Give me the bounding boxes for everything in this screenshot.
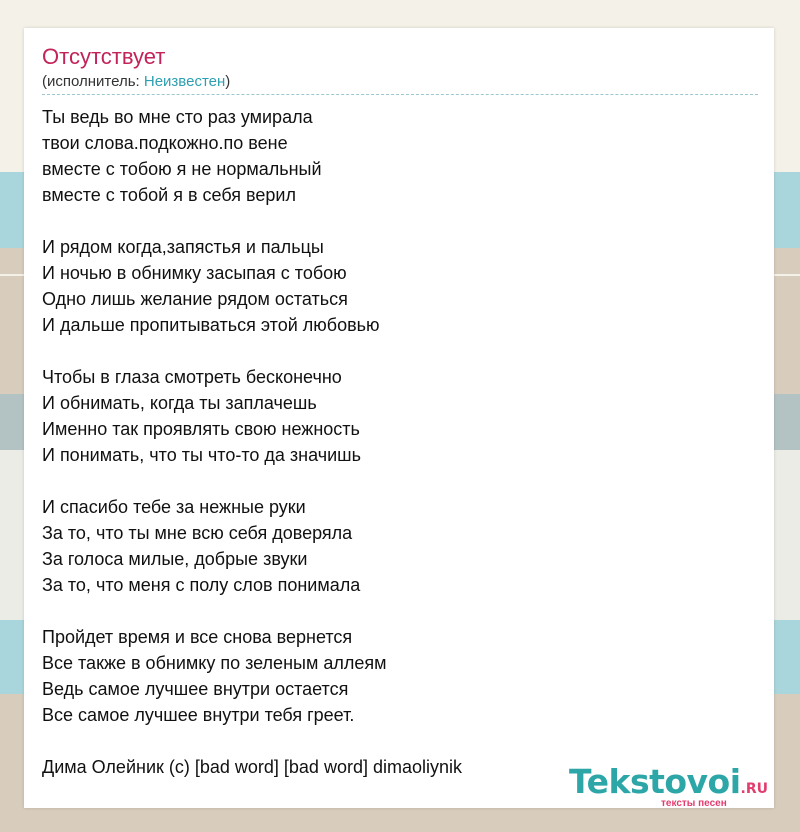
lyric-line: Ты ведь во мне сто раз умирала	[42, 107, 313, 127]
lyric-line: За голоса милые, добрые звуки	[42, 549, 308, 569]
lyric-line: И рядом когда,запястья и пальцы	[42, 237, 324, 257]
lyric-line: За то, что ты мне всю себя доверяла	[42, 523, 353, 543]
lyric-line: Ведь самое лучшее внутри остается	[42, 679, 349, 699]
lyric-line: Все самое лучшее внутри тебя греет.	[42, 705, 355, 725]
lyric-line: И обнимать, когда ты заплачешь	[42, 393, 317, 413]
stanza	[42, 364, 386, 468]
lyric-line: Именно так проявлять свою нежность	[42, 419, 360, 439]
artist-line	[42, 73, 230, 90]
lyric-line: И ночью в обнимку засыпая с тобою	[42, 263, 347, 283]
site-logo[interactable]	[569, 762, 779, 809]
lyric-line: И спасибо тебе за нежные руки	[42, 497, 306, 517]
song-title: Отсутствует	[42, 44, 166, 69]
lyric-line: И понимать, что ты что-то да значишь	[42, 445, 361, 465]
stanza	[42, 624, 386, 728]
logo-tagline: тексты песен	[661, 798, 727, 809]
artist-link[interactable]: Неизвестен	[143, 73, 226, 90]
title-divider	[42, 94, 758, 95]
lyric-line: вместе с тобою я не нормальный	[42, 159, 322, 179]
logo-name: Tekstovoi	[569, 762, 741, 801]
lyrics-card	[24, 28, 774, 808]
lyric-line: твои слова.подкожно.по вене	[42, 133, 288, 153]
lyrics-body	[42, 104, 386, 754]
artist-prefix: (исполнитель:	[42, 73, 144, 90]
lyric-line: И дальше пропитываться этой любовью	[42, 315, 380, 335]
stanza	[42, 494, 386, 598]
lyric-line: За то, что меня с полу слов понимала	[42, 575, 361, 595]
stanza	[42, 104, 386, 208]
lyric-line: Пройдет время и все снова вернется	[42, 627, 353, 647]
logo-tld: .RU	[740, 781, 769, 797]
artist-suffix: )	[225, 73, 231, 90]
lyric-line: Одно лишь желание рядом остаться	[42, 289, 348, 309]
lyrics-credit: Дима Олейник (c) [bad word] [bad word] dimaoliynik	[42, 757, 462, 777]
stanza	[42, 234, 386, 338]
lyric-line: Все также в обнимку по зеленым аллеям	[42, 653, 387, 673]
lyric-line: Чтобы в глаза смотреть бесконечно	[42, 367, 342, 387]
lyric-line: вместе с тобой я в себя верил	[42, 185, 296, 205]
